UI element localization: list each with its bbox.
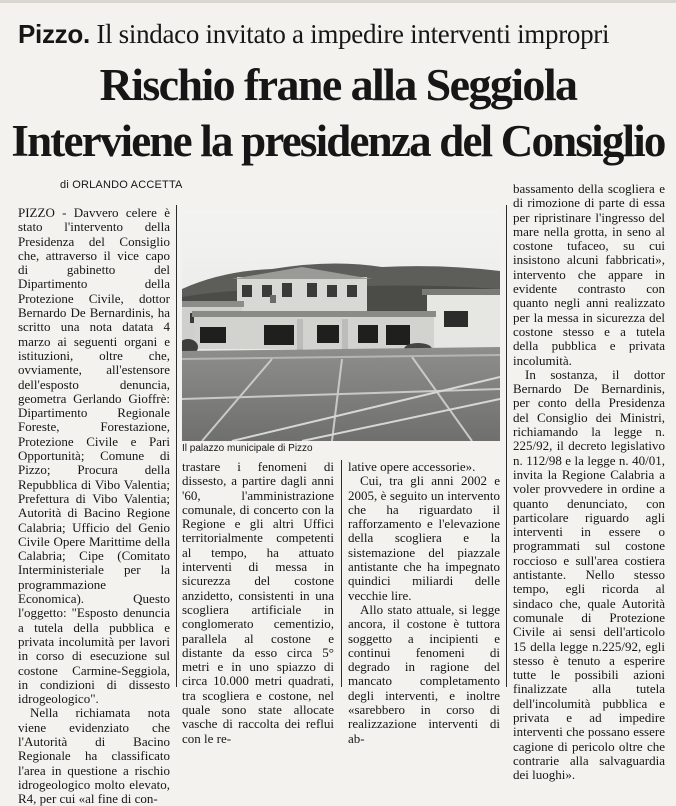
column-3: [348, 459, 500, 746]
paragraph: trastare i fenomeni di dissesto, a partire dagli anni '60, l'amministrazione comunale, di concerto con la Regione e gli altri Uffici territorialmente competenti al tempo, ha attuato interventi di messa in sicurezza del costone anzidetto, consistenti in una scogliera artificiale in conglomerato cementizio, parallela al costone e distante da esso circa 5° metri e in uno spiazzo di circa 10.000 metri quadrati, tra scogliera e costone, nel quale sono state allocate vasche di raccolta dei reflui con le re-: [182, 459, 334, 746]
paragraph: Nella richiamata nota viene evidenziato che l'Autorità di Bacino Regionale ha classificato l'area in questione a rischio idrogeologico molto elevato, R4, per cui «al fine di con-: [18, 705, 170, 806]
paragraph: In sostanza, il dottor Bernardo De Bernardinis, per conto della Presidenza del Consiglio dei Ministri, richiamando la legge n. 225/92, il decreto legislativo n. 112/98 e la legge n. 40/01, invita la Regione Calabria a voler provvedere in ordine a quanto denunciato, con particolare riguardo agli interventi in essere o programmati sul costone roccioso e sull'area costiera antistante. Nello stesso tempo, egli ricorda al sindaco che, quale Autorità comunale di Protezione Civile ai sensi dell'articolo 15 della legge n.225/92, egli stesso è tenuto a esperire tutte le possibili azioni finalizzate alla tutela dell'incolumità pubblica e privata e ad impedire interventi che possano essere cagione di pericolo oltre che contrarie alla salvaguardia dei luoghi».: [513, 366, 665, 783]
column-1: [18, 205, 170, 806]
town-hall-photo: [182, 209, 500, 441]
headline-line-1: Rischio frane alla Seggiola: [99, 59, 577, 110]
top-border: [0, 0, 676, 3]
column-rule: [341, 460, 342, 687]
photo-caption: Il palazzo municipale di Pizzo: [182, 443, 313, 454]
headline-line-2: Interviene la presidenza del Consiglio: [11, 116, 665, 166]
kicker: [18, 18, 668, 50]
building-image: [182, 209, 500, 441]
kicker-text: Il sindaco invitato a impedire interventi impropri: [96, 19, 610, 49]
paragraph: Cui, tra gli anni 2002 e 2005, è seguito un intervento che ha riguardato il rafforzamento e l'elevazione della scogliera e la sistemazione del piazzale antistante che ha impegnato quindici miliardi delle vecchie lire.: [348, 473, 500, 603]
kicker-place: Pizzo.: [18, 19, 90, 49]
column-4: [513, 181, 665, 783]
byline: di ORLANDO ACCETTA: [60, 179, 183, 191]
paragraph: PIZZO - Davvero celere è stato l'intervento della Presidenza del Consiglio che, attraverso il vice capo di gabinetto del Dipartimento della Protezione Civile, dottor Bernardo De Bernardinis, ha scritto una nota datata 4 marzo ai seguenti organi e istituzioni, oltre che, ovviamente, all'estensore dell'esposto denuncia, geometra Gerlando Gioffrè: Dipartimento Regionale Foreste, Forestazione, Protezione Civile e Pari Opportunità; Comune di Pizzo; Procura della Repubblica di Vibo Valentia; Prefettura di Vibo Valentia; Autorità di Bacino Regione Calabria; Ufficio del Genio Civile Opere Marittime della Calabria; Cipe (Comitato Interministeriale per la programmazione Economica). Questo l'oggetto: "Esposto denuncia a tutela della pubblica e privata incolumità per lavori in corso di esecuzione sul costone Carmine-Seggiola, in condizioni di dissesto idrogeologico".: [18, 205, 170, 707]
column-rule: [176, 205, 177, 687]
paragraph: Allo stato attuale, si legge ancora, il costone è tuttora soggetto a incipienti e continui fenomeni di degrado in ragione del mancato completamento degli interventi, e inoltre «sarebbero in corso di realizzazione interventi di ab-: [348, 601, 500, 746]
column-2: [182, 459, 334, 746]
paragraph: lative opere accessorie».: [348, 459, 476, 474]
column-rule: [506, 205, 507, 687]
paragraph: bassamento della scogliera e di rimozione di parte di essa per ripristinare l'ingresso del mare nella grotta, in seno al costone tufaceo, su cui insistono alcuni fabbricati», intervento che appare in evidente contrasto con quanto negli anni realizzato per la messa in sicurezza del costone stesso e a tutela della pubblica e privata incolumità.: [513, 181, 665, 368]
